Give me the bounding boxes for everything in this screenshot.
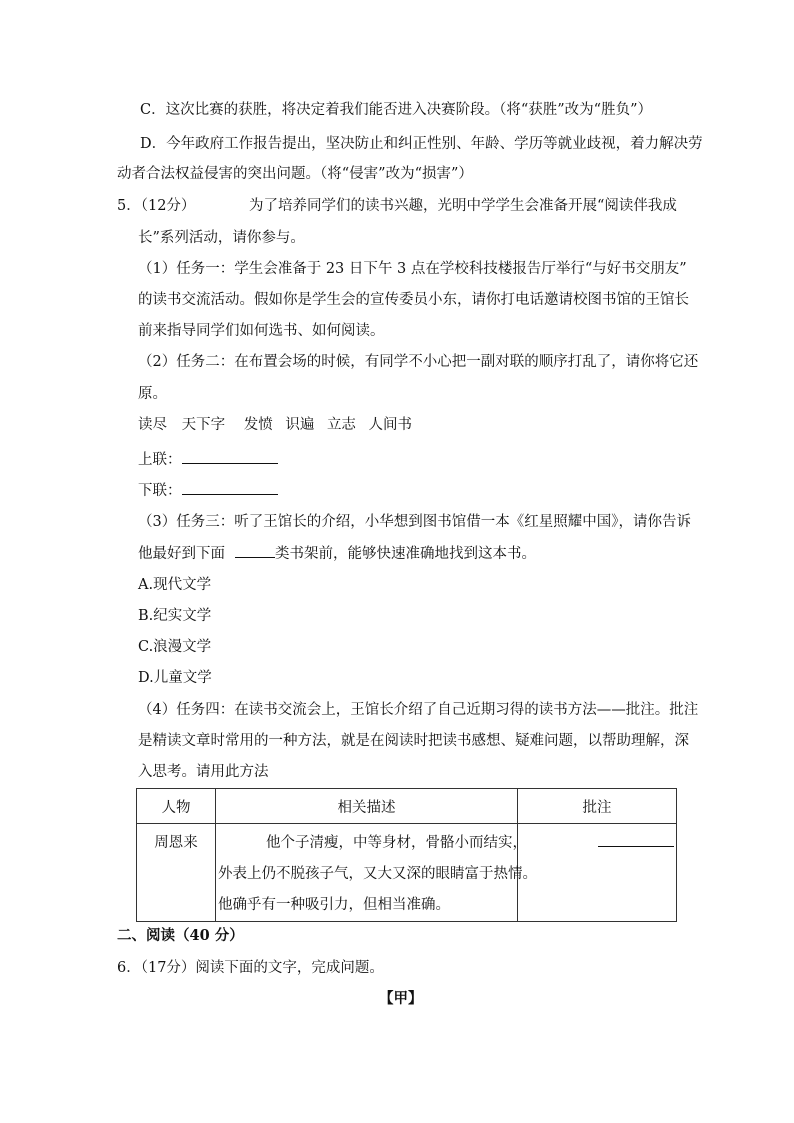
description-line: 他个子清瘦，中等身材，骨骼小而结实， xyxy=(266,835,527,851)
header-annotation: 批注 xyxy=(518,789,677,824)
option-d-line2: 动者合法权益侵害的突出问题。（将“侵害”改为“损害”） xyxy=(117,166,473,182)
annotation-table xyxy=(136,788,677,922)
couplet-word: 读尽 xyxy=(138,417,167,433)
option-c: C．这次比赛的获胜，将决定着我们能否进入决赛阶段。（将“获胜”改为“胜负”） xyxy=(140,102,652,118)
couplet-word: 识遍 xyxy=(285,417,315,433)
task4-line3: 入思考。请用此方法 xyxy=(138,764,269,780)
description-line: 外表上仍不脱孩子气，又大又深的眼睛富于热情。 xyxy=(218,866,537,882)
table-row xyxy=(137,824,677,922)
description-cell xyxy=(216,824,537,922)
table-header-row xyxy=(137,789,677,824)
lower-couplet-blank[interactable] xyxy=(182,480,278,495)
option-c-choice[interactable]: C.浪漫文学 xyxy=(138,639,212,655)
person-cell xyxy=(137,824,216,922)
option-d-choice[interactable]: D.儿童文学 xyxy=(138,670,212,686)
upper-couplet-label: 上联： xyxy=(138,452,182,468)
upper-couplet-blank[interactable] xyxy=(182,449,278,464)
annotation-cell[interactable] xyxy=(518,824,677,922)
q5-intro-line2: 长”系列活动，请你参与。 xyxy=(138,230,305,246)
passage-jia-label: 【甲】 xyxy=(379,990,423,1007)
q5-intro-line1: 为了培养同学们的读书兴趣，光明中学学生会准备开展“阅读伴我成 xyxy=(249,198,677,214)
task3-line1: （3）任务三：听了王馆长的介绍，小华想到图书馆借一本《红星照耀中国》，请你告诉 xyxy=(138,514,691,530)
header-person: 人物 xyxy=(137,789,216,824)
option-a[interactable]: A.现代文学 xyxy=(138,577,212,593)
person-name: 周恩来 xyxy=(154,835,198,851)
lower-couplet-label: 下联： xyxy=(138,483,182,499)
couplet-words xyxy=(138,414,412,436)
shelf-category-blank[interactable] xyxy=(235,543,275,558)
lower-couplet-row xyxy=(138,480,278,502)
q6-intro: 6．（17分）阅读下面的文字，完成问题。 xyxy=(117,960,384,976)
header-description: 相关描述 xyxy=(216,789,518,824)
task1-line1: （1）任务一：学生会准备于 23 日下午 3 点在学校科技楼报告厅举行“与好书交朋友” xyxy=(138,261,687,277)
option-b[interactable]: B.纪实文学 xyxy=(138,608,212,624)
task4-line1: （4）任务四：在读书交流会上，王馆长介绍了自己近期习得的读书方法——批注。批注 xyxy=(138,702,699,718)
task3-line2-end: 类书架前，能够快速准确地找到这本书。 xyxy=(275,546,536,562)
task1-line2: 的读书交流活动。假如你是学生会的宣传委员小东，请你打电话邀请校图书馆的王馆长 xyxy=(138,292,689,308)
couplet-word: 发愤 xyxy=(243,417,273,433)
task2-line2: 原。 xyxy=(138,386,167,402)
task3-line2 xyxy=(138,543,536,565)
couplet-word: 人间书 xyxy=(368,417,413,433)
task2-line1: （2）任务二：在布置会场的时候，有同学不小心把一副对联的顺序打乱了，请你将它还 xyxy=(138,354,699,370)
couplet-word: 立志 xyxy=(326,417,356,433)
task1-line3: 前来指导同学们如何选书、如何阅读。 xyxy=(138,323,385,339)
option-d-line1: D．今年政府工作报告提出，坚决防止和纠正性别、年龄、学历等就业歧视，着力解决劳 xyxy=(140,136,703,152)
upper-couplet-row xyxy=(138,449,278,471)
description-line: 他确乎有一种吸引力，但相当准确。 xyxy=(218,897,450,913)
annotation-blank[interactable] xyxy=(598,845,674,847)
task3-line2-start: 他最好到下面 xyxy=(138,546,225,562)
section-reading-heading: 二、阅读（40 分） xyxy=(117,927,244,944)
task4-line2: 是精读文章时常用的一种方法，就是在阅读时把读书感想、疑难问题，以帮助理解，深 xyxy=(138,733,689,749)
q5-number: 5．（12分） xyxy=(117,198,196,214)
couplet-word: 天下字 xyxy=(181,417,226,433)
